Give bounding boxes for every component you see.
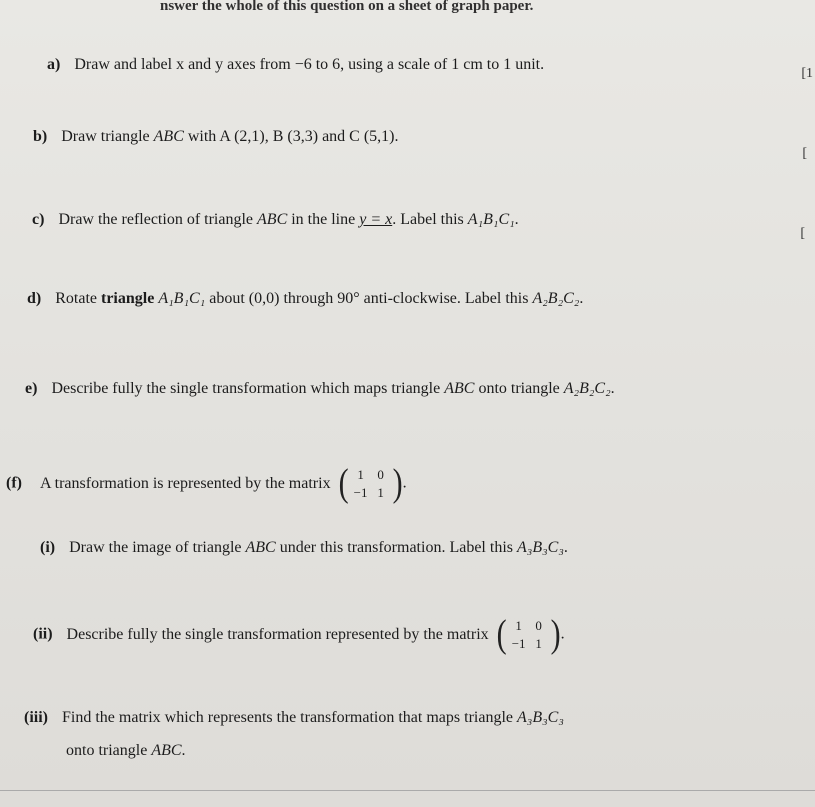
question-b-text: Draw triangle <box>61 128 154 145</box>
question-f-i-under: under this transformation. Label this <box>275 539 517 556</box>
triangle-a2b2c2: A₂B₂C₂ <box>563 380 611 397</box>
question-f-i-text: Draw the image of triangle <box>69 539 246 556</box>
marks-b: [ <box>802 146 807 161</box>
footer-rule <box>0 790 815 791</box>
part-label-a: a) <box>47 56 61 73</box>
question-e-text: Describe fully the single transformation which maps triangle <box>51 380 445 397</box>
matrix-left-bracket: ( <box>496 612 507 656</box>
triangle-a1b1c1: A₁B₁C₁ <box>158 290 206 307</box>
question-d-text: Rotate <box>55 290 101 307</box>
question-a <box>47 56 544 74</box>
question-e-onto: onto triangle <box>474 380 564 397</box>
question-f <box>6 461 407 505</box>
question-c-line: in the line <box>287 211 360 228</box>
part-label-f: (f) <box>6 474 22 492</box>
question-f-iii <box>24 709 564 727</box>
triangle-a1b1c1: A₁B₁C₁ <box>467 211 515 228</box>
matrix-right-bracket: ) <box>392 461 403 505</box>
part-label-f-i: (i) <box>40 539 56 556</box>
line-equation: y = x <box>359 211 393 228</box>
question-e-end: . <box>610 380 615 397</box>
matrix-right-bracket: ) <box>550 612 561 656</box>
matrix-cell: 0 <box>535 618 542 633</box>
part-label-f-iii: (iii) <box>24 709 48 726</box>
part-label-f-ii: (ii) <box>33 625 53 643</box>
triangle-a2b2c2: A₂B₂C₂ <box>532 290 580 307</box>
question-f-end: . <box>402 474 407 492</box>
triangle-a3b3c3: A₃B₃C₃ <box>516 539 564 556</box>
question-c-text: Draw the reflection of triangle <box>58 211 258 228</box>
matrix-left-bracket: ( <box>338 461 349 505</box>
question-f-iii-text: Find the matrix which represents the transformation that maps triangle <box>62 709 517 726</box>
triangle-abc: ABC <box>257 211 288 228</box>
matrix-cell: 1 <box>377 485 384 500</box>
triangle-a3b3c3: A₃B₃C₃ <box>517 709 564 726</box>
marks-c: [ <box>800 226 805 241</box>
part-label-d: d) <box>27 290 42 307</box>
question-f-iii-line2 <box>66 742 186 760</box>
question-b <box>33 128 399 146</box>
triangle-abc: ABC <box>153 128 184 145</box>
triangle-abc: ABC <box>151 742 182 759</box>
question-f-i-end: . <box>563 539 568 556</box>
matrix-cell: 1 <box>357 467 364 482</box>
question-f-ii-text: Describe fully the single transformation represented by the matrix <box>66 625 489 643</box>
question-b-with: with <box>183 128 220 145</box>
triangle-abc: ABC <box>245 539 276 556</box>
question-f-text: A transformation is represented by the matrix <box>39 474 331 492</box>
question-b-points: A (2,1), B (3,3) and C (5,1). <box>219 128 399 145</box>
question-c <box>32 211 519 229</box>
part-label-e: e) <box>25 380 38 397</box>
triangle-abc: ABC <box>444 380 475 397</box>
question-e <box>25 380 615 398</box>
part-label-c: c) <box>32 211 45 228</box>
matrix-cell: −1 <box>511 636 526 651</box>
header-instruction: nswer the whole of this question on a sheet of graph paper. <box>160 0 534 14</box>
question-f-ii <box>33 612 565 656</box>
matrix-cell: 1 <box>535 636 542 651</box>
question-c-label: . Label this <box>392 211 468 228</box>
question-f-ii-end: . <box>560 625 565 643</box>
transformation-matrix <box>338 461 403 505</box>
transformation-matrix <box>496 612 561 656</box>
question-c-end: . <box>514 211 519 228</box>
matrix-cell: −1 <box>353 485 368 500</box>
matrix-cell: 0 <box>377 467 384 482</box>
part-label-b: b) <box>33 128 48 145</box>
question-d-triangle-word: triangle <box>101 290 155 307</box>
question-f-i <box>40 539 568 557</box>
question-f-iii-end: . <box>181 742 186 759</box>
question-f-iii-onto: onto triangle <box>66 742 152 759</box>
marks-a: [1 <box>801 66 813 81</box>
question-d-end: . <box>579 290 584 307</box>
question-d <box>27 290 583 308</box>
question-d-rotation: about (0,0) through 90° anti-clockwise. Label this <box>205 290 533 307</box>
question-a-text: Draw and label x and y axes from −6 to 6, using a scale of 1 cm to 1 unit. <box>74 56 545 73</box>
matrix-cell: 1 <box>515 618 522 633</box>
